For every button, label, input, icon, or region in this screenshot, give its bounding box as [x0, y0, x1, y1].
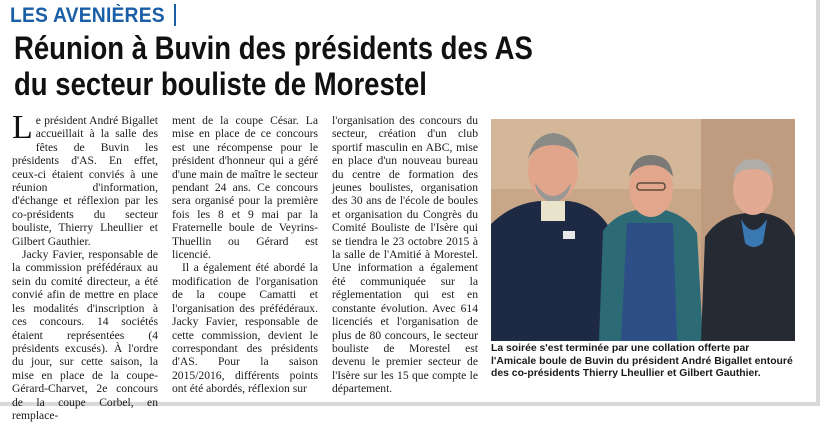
section-divider: [174, 4, 176, 26]
paragraph: Jacky Favier, responsable de la commission préfédéraux au sein du comité directeur, a été convié afin de mettre en place les modalités d'inscription à ces concours. 14 sociétés étaient représentées (4 présidents excusés). À l'ordre du jour, sur cette saison, la mise en place de la coupe-Gérard-Charvet, 2e concours de la coupe Corbel, en remplace-: [12, 248, 158, 422]
article-column-3: [332, 114, 478, 396]
paragraph: Il a également été abordé la modification de l'organisation de la coupe Camatti et l'organisation des préfédéraux. Jacky Favier, responsable de cette commission, devient le correspondant des présidents d'AS. Pour la saison 2015/2016, différents points ont été abordés, réflexion sur: [172, 261, 318, 396]
article-column-2: [172, 114, 318, 396]
article-photo: [491, 119, 795, 341]
photo-caption: La soirée s'est terminée par une collation offerte par l'Amicale boule de Buvin du président André Bigallet entouré des co-présidents Thierry Lheullier et Gilbert Gauthier.: [491, 343, 793, 380]
headline-line-1: Réunion à Buvin des présidents des AS: [14, 30, 533, 66]
article-headline: [14, 30, 685, 102]
photo-illustration: [491, 119, 795, 341]
section-label: LES AVENIÈRES: [10, 4, 165, 27]
drop-cap: L: [12, 109, 33, 146]
article-column-1: [12, 109, 158, 422]
paragraph: e président André Bigallet accueillait à la salle des fêtes de Buvin les présidents d'AS. En effet, ceux-ci étaient conviés à une réunion d'information, d'échange et réflexion par les co-présidents du secteur bouliste, Thierry Lheullier et Gilbert Gauthier.: [12, 114, 158, 248]
paragraph: l'organisation des concours du secteur, création d'un club sportif masculin en ABC, mise en place d'un nouveau bureau du centre de formation des jeunes boulistes, organisation des 30 ans de l'école de boules et organisation du Congrès du Comité Bouliste de l'Isère qui se tiendra le 23 octobre 2015 à la salle de l'Amitié à Morestel. Une information a également été communiquée sur la réglementation qui est en constante évolution. Avec 614 licenciés et l'organisation de plus de 80 concours, le secteur bouliste de Morestel est devenu le premier secteur de l'Isère sur les 15 que compte le département.: [332, 114, 478, 396]
headline-line-2: du secteur bouliste de Morestel: [14, 66, 427, 102]
paragraph: ment de la coupe César. La mise en place de ce concours est une récompense pour le président d'honneur qui a géré d'une main de maître le secteur pendant 24 ans. Ce concours sera organisé pour la première fois les 8 et 9 mai par la Fraternelle boule de Veyrins-Thuellin ou Gérard est licencié.: [172, 114, 318, 262]
